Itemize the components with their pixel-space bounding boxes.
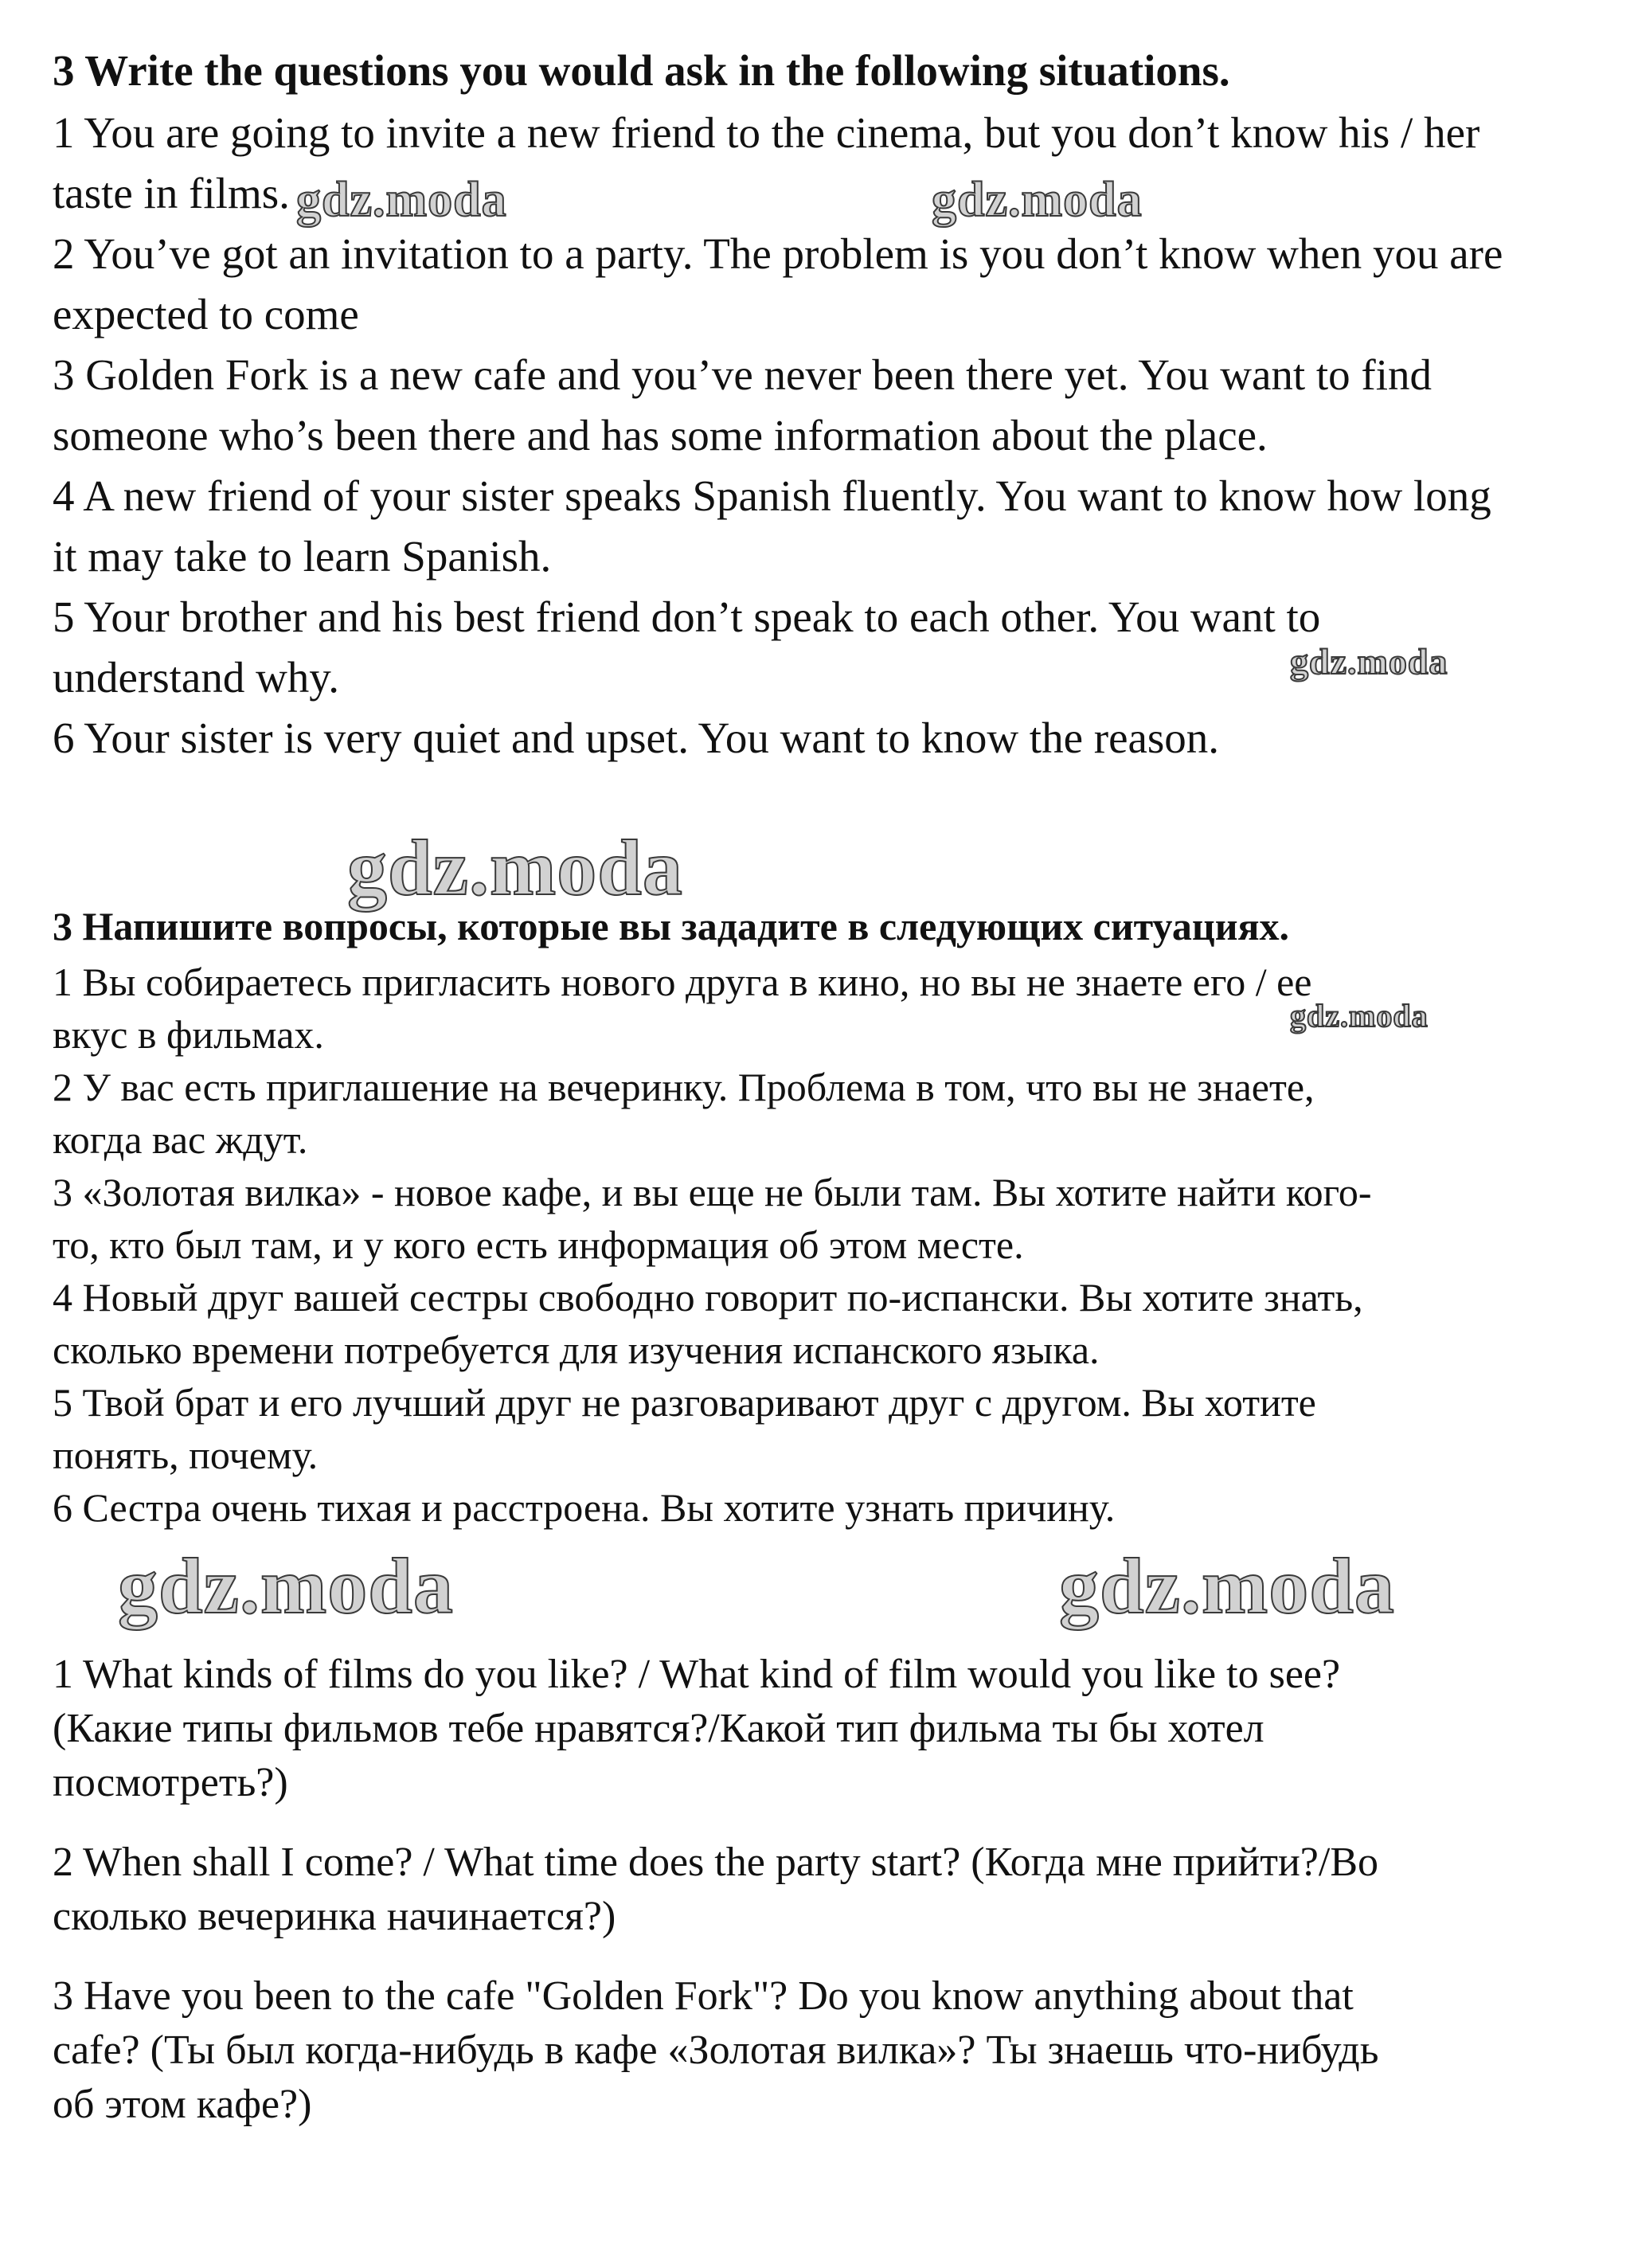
- russian-task-line: сколько времени потребуется для изучения испанского языка.: [53, 1328, 1100, 1372]
- watermark-logo: gdz.moda: [296, 173, 507, 227]
- english-task-line: expected to come: [53, 290, 359, 338]
- english-task-heading: 3 Write the questions you would ask in the following situations.: [53, 46, 1230, 95]
- russian-task-line: 3 «Золотая вилка» - новое кафе, и вы еще не были там. Вы хотите найти кого-: [53, 1170, 1372, 1214]
- answer-line: cafe? (Ты был когда-нибудь в кафе «Золотая вилка»? Ты знаешь что-нибудь: [53, 2028, 1379, 2073]
- answer-line: 2 When shall I come? / What time does the party start? (Когда мне прийти?/Во: [53, 1840, 1379, 1885]
- watermark-logo: gdz.moda: [932, 173, 1143, 227]
- english-task-line: 4 A new friend of your sister speaks Spanish fluently. You want to know how long: [53, 471, 1491, 520]
- english-task-line: 5 Your brother and his best friend don’t speak to each other. You want to: [53, 592, 1321, 641]
- english-task-line: understand why.: [53, 653, 339, 702]
- english-task-line: 3 Golden Fork is a new cafe and you’ve never been there yet. You want to find: [53, 350, 1433, 399]
- russian-task-line: 4 Новый друг вашей сестры свободно говорит по-испански. Вы хотите знать,: [53, 1275, 1363, 1320]
- answer-line: об этом кафе?): [53, 2082, 312, 2127]
- watermark-logo: gdz.moda: [118, 1542, 454, 1630]
- answer-line: (Какие типы фильмов тебе нравятся?/Какой тип фильма ты бы хотел: [53, 1706, 1264, 1751]
- answer-line: 3 Have you been to the cafe "Golden Fork"? Do you know anything about that: [53, 1973, 1354, 2019]
- watermark-logo: gdz.moda: [1290, 641, 1448, 682]
- watermark-logo: gdz.moda: [1290, 998, 1429, 1034]
- english-task-line: 6 Your sister is very quiet and upset. You want to know the reason.: [53, 714, 1220, 762]
- russian-task-heading: 3 Напишите вопросы, которые вы зададите в следующих ситуациях.: [53, 904, 1290, 948]
- answer-line: посмотреть?): [53, 1760, 288, 1805]
- russian-task-line: то, кто был там, и у кого есть информация об этом месте.: [53, 1222, 1024, 1267]
- russian-task-line: вкус в фильмах.: [53, 1012, 324, 1057]
- russian-task-line: когда вас ждут.: [53, 1117, 308, 1162]
- russian-task-line: 2 У вас есть приглашение на вечеринку. Проблема в том, что вы не знаете,: [53, 1065, 1315, 1109]
- answer-line: 1 What kinds of films do you like? / What kind of film would you like to see?: [53, 1652, 1341, 1697]
- russian-task-line: понять, почему.: [53, 1433, 319, 1477]
- english-task-line: taste in films.: [53, 169, 290, 217]
- answer-line: сколько вечеринка начинается?): [53, 1894, 616, 1939]
- russian-task-line: 5 Твой брат и его лучший друг не разговаривают друг с другом. Вы хотите: [53, 1380, 1316, 1425]
- russian-task-line: 6 Сестра очень тихая и расстроена. Вы хотите узнать причину.: [53, 1485, 1116, 1530]
- russian-task-line: 1 Вы собираетесь пригласить нового друга в кино, но вы не знаете его / ее: [53, 960, 1312, 1004]
- watermark-logo: gdz.moda: [1059, 1542, 1395, 1630]
- english-task-line: 1 You are going to invite a new friend to the cinema, but you don’t know his / her: [53, 108, 1480, 157]
- english-task-line: 2 You’ve got an invitation to a party. The problem is you don’t know when you are: [53, 229, 1503, 278]
- watermark-logo: gdz.moda: [347, 823, 683, 912]
- english-task-line: it may take to learn Spanish.: [53, 532, 552, 581]
- english-task-line: someone who’s been there and has some information about the place.: [53, 411, 1268, 459]
